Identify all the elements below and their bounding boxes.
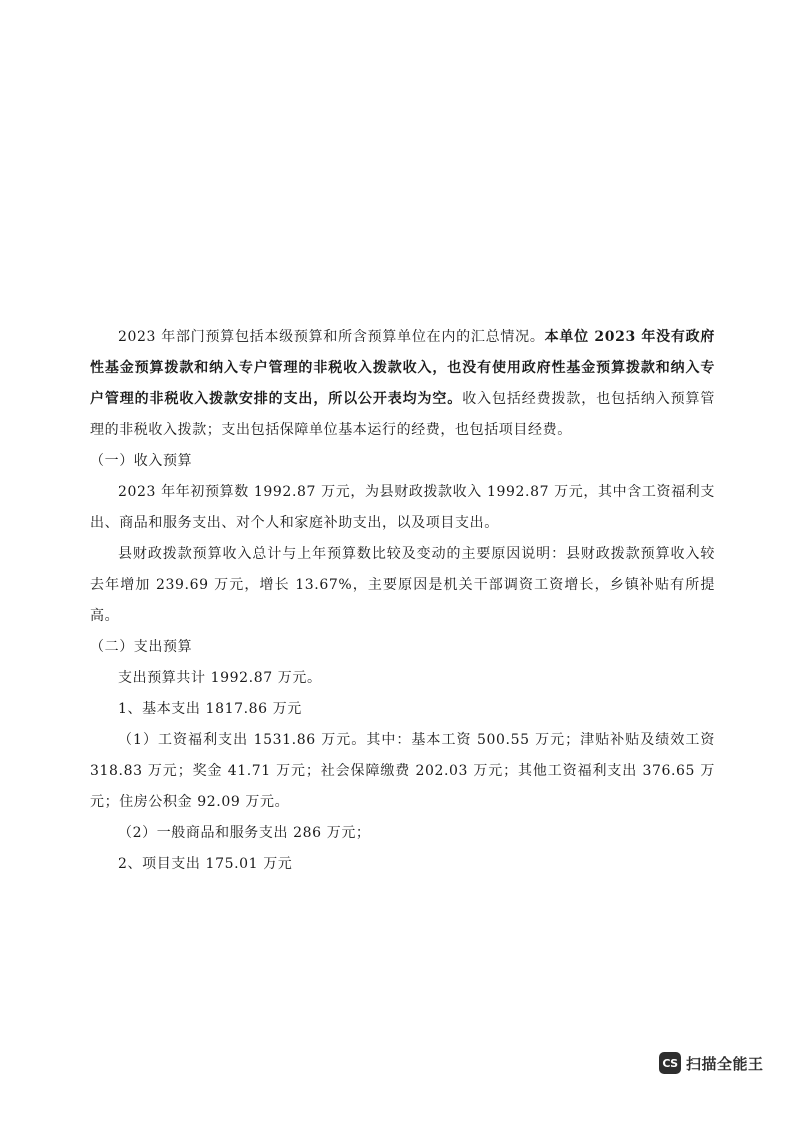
expense-heading: （二）支出预算	[90, 639, 193, 655]
intro-paragraph	[90, 322, 715, 446]
watermark-label: 扫描全能王	[686, 1054, 764, 1073]
expense-project: 2、项目支出 175.01 万元	[118, 856, 293, 872]
document-body	[90, 322, 715, 880]
scanner-watermark	[659, 1052, 764, 1074]
expense-total: 支出预算共计 1992.87 万元。	[118, 670, 322, 686]
income-heading: （一）收入预算	[90, 453, 193, 469]
expense-goods: （2）一般商品和服务支出 286 万元；	[118, 825, 371, 841]
intro-bold-statement: 本单位 2023 年没有政府性基金预算拨款和纳入专户管理的非税收入拨款收入，也没有使用政府性基金预算拨款和纳入专户管理的非税收入拨款安排的支出，所以公开表均为空。	[90, 329, 715, 407]
income-paragraph-1: 2023 年年初预算数 1992.87 万元，为县财政拨款收入 1992.87 万元，其中含工资福利支出、商品和服务支出、对个人和家庭补助支出，以及项目支出。	[90, 484, 715, 531]
income-paragraph-2: 县财政拨款预算收入总计与上年预算数比较及变动的主要原因说明：县财政拨款预算收入较去年增加 239.69 万元，增长 13.67%，主要原因是机关干部调资工资增长，乡镇补贴有所提高。	[90, 546, 715, 624]
camscanner-logo-icon: CS	[659, 1052, 681, 1074]
expense-basic: 1、基本支出 1817.86 万元	[118, 701, 302, 717]
intro-text-1: 2023 年部门预算包括本级预算和所含预算单位在内的汇总情况。	[118, 329, 545, 345]
expense-salary: （1）工资福利支出 1531.86 万元。其中：基本工资 500.55 万元；津贴补贴及绩效工资 318.83 万元；奖金 41.71 万元；社会保障缴费 202.03 万元；其他工资福利支出 376.65 万元；住房公积金 92.09 万元。	[90, 732, 715, 810]
intro-text-2: 收入包括经费拨款，也包括纳入预算管理的非税收入拨款；支出包括保障单位基本运行的经费，也包括项目经费。	[90, 391, 716, 438]
